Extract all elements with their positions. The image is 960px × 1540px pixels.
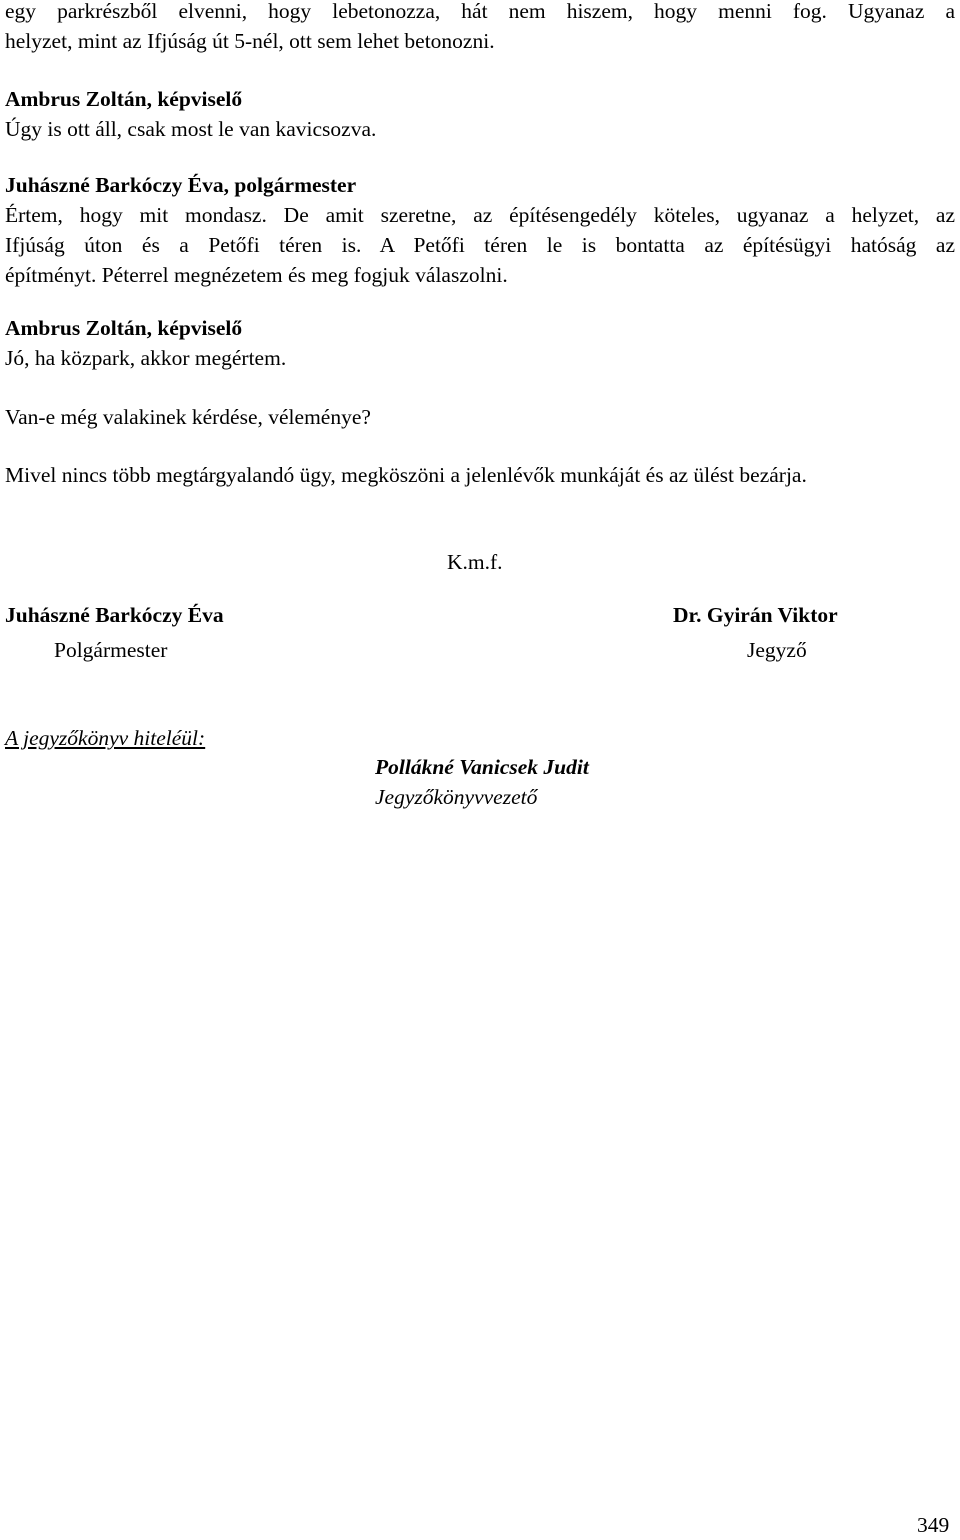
intro-paragraph: [5, 0, 955, 56]
speaker-name: Ambrus Zoltán, képviselő: [5, 316, 243, 340]
recorder-name: Pollákné Vanicsek Judit: [375, 755, 589, 779]
speaker-text-line-2: Ifjúság úton és a Petőfi téren is. A Petőfi téren le is bontatta az építésügyi hatóság az: [5, 233, 955, 257]
kmf-label: K.m.f.: [447, 550, 503, 574]
speaker-block-ambrus-1: [5, 84, 955, 144]
left-signature-title: Polgármester: [54, 638, 168, 662]
question-text: Van-e még valakinek kérdése, véleménye?: [5, 405, 371, 429]
speaker-name: Ambrus Zoltán, képviselő: [5, 87, 243, 111]
intro-line-1: egy parkrészből elvenni, hogy lebetonozza, hát nem hiszem, hogy menni fog. Ugyanaz a: [5, 0, 955, 23]
recorder-title: Jegyzőkönyvvezető: [375, 785, 538, 809]
speaker-name: Juhászné Barkóczy Éva, polgármester: [5, 173, 357, 197]
speaker-text: Úgy is ott áll, csak most le van kavicsozva.: [5, 117, 377, 141]
closing-text: Mivel nincs több megtárgyalandó ügy, megköszöni a jelenlévők munkáját és az ülést bezárja.: [5, 463, 807, 487]
authentication-label: A jegyzőkönyv hiteléül:: [5, 726, 206, 750]
speaker-text-line-3: építményt. Péterrel megnézetem és meg fogjuk válaszolni.: [5, 263, 508, 287]
question-paragraph: [5, 402, 955, 432]
left-signature-name: Juhászné Barkóczy Éva: [5, 603, 224, 627]
right-signature-title: Jegyző: [747, 638, 807, 662]
intro-line-2: helyzet, mint az Ifjúság út 5-nél, ott sem lehet betonozni.: [5, 29, 495, 53]
page-number: 349: [917, 1513, 950, 1537]
right-signature-name: Dr. Gyirán Viktor: [673, 603, 838, 627]
speaker-block-mayor: [5, 170, 955, 290]
speaker-block-ambrus-2: [5, 313, 955, 373]
speaker-text: Jó, ha közpark, akkor megértem.: [5, 346, 287, 370]
closing-paragraph: [5, 460, 955, 490]
speaker-text-line-1: Értem, hogy mit mondasz. De amit szeretne, az építésengedély köteles, ugyanaz a helyzet, az: [5, 203, 955, 227]
